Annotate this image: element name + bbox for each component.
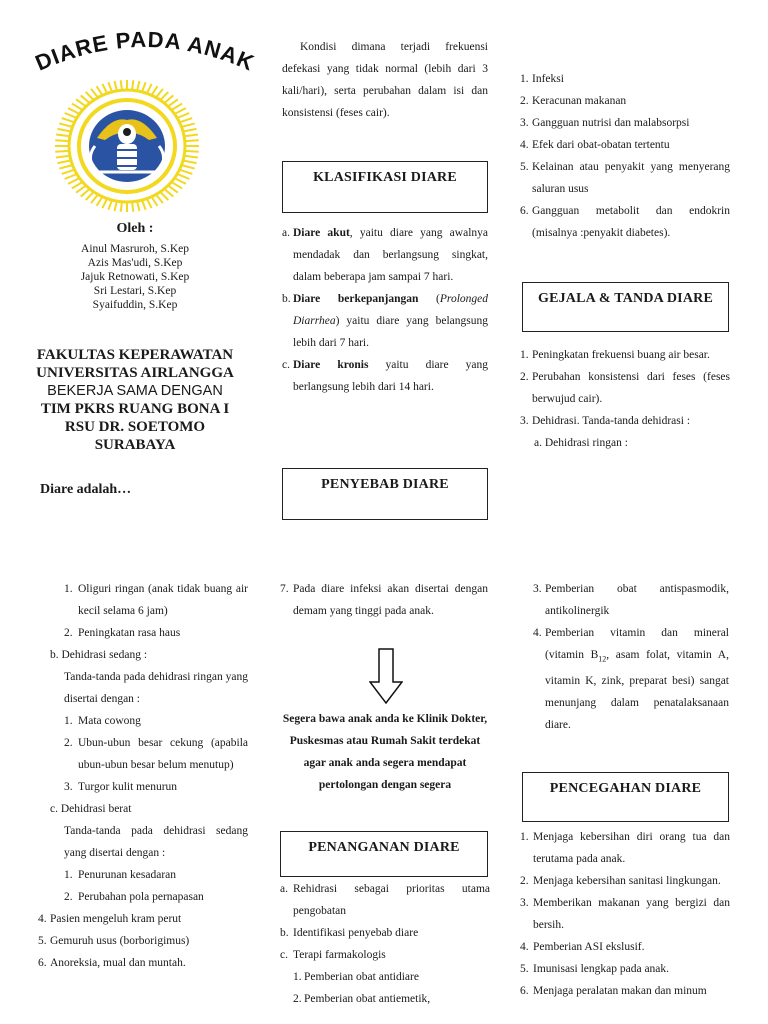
list-item: 5. Gemuruh usus (borborigimus) [38, 935, 190, 947]
penyebab-list [520, 68, 730, 244]
penanganan-heading-box [280, 831, 488, 877]
gejala-heading: GEJALA & TANDA DIARE [537, 291, 713, 306]
list-item: 1. Mata cowong [64, 715, 141, 727]
list-item: 5. Kelainan atau penyakit yang menyerang saluran usus [520, 161, 730, 195]
penanganan-list [280, 878, 490, 1010]
list-item: 1. Pemberian obat antidiare [293, 971, 419, 983]
list-item: 4. Efek dari obat-obatan tertentu [520, 139, 670, 151]
author: Jajuk Retnowati, S.Kep [80, 271, 190, 283]
title-arc [20, 18, 270, 78]
list-item: Tanda-tanda pada dehidrasi ringan yang disertai dengan : [64, 671, 248, 705]
author: Syaifuddin, S.Kep [92, 299, 178, 311]
list-item: 3. Gangguan nutrisi dan malabsorpsi [520, 117, 690, 129]
list-item: 1. Infeksi [520, 73, 564, 85]
list-item: 6. Menjaga peralatan makan dan minum [520, 985, 707, 997]
list-item: c. Dehidrasi berat [50, 803, 132, 815]
klasifikasi-list [282, 222, 488, 398]
list-item: 3. Memberikan makanan yang bergizi dan bersih. [520, 897, 730, 931]
list-item: 1. Menjaga kebersihan diri orang tua dan terutama pada anak. [520, 831, 730, 865]
diare-adalah-heading: Diare adalah… [40, 482, 132, 497]
penyebab-heading-box [282, 468, 488, 520]
list-item: 1. Penurunan kesadaran [64, 869, 177, 881]
oleh-label: Oleh : [116, 221, 154, 236]
alert-text: Segera bawa anak anda ke Klinik Dokter, Puskesmas atau Rumah Sakit terdekat agar anak anda segera mendapat pertolongan dengan segera [282, 713, 488, 791]
down-arrow-icon [369, 648, 403, 704]
list-item: 3. Dehidrasi. Tanda-tanda dehidrasi : [520, 415, 691, 427]
klasifikasi-heading-box [282, 161, 488, 213]
list-item: 5. Imunisasi lengkap pada anak. [520, 963, 670, 975]
terapi-lanjutan-list [533, 578, 729, 736]
list-item: c. Diare kronis yaitu diare yang berlangsung lebih dari 14 hari. [282, 359, 488, 393]
list-item: 2. Keracunan makanan [520, 95, 627, 107]
list-item: 7. Pada diare infeksi akan disertai dengan demam yang tinggi pada anak. [280, 583, 488, 617]
list-item: 6. Anoreksia, mual dan muntah. [38, 957, 186, 969]
list-item: 3. Pemberian obat antispasmodik, antikolinergik [533, 583, 729, 617]
list-item: 1. Oliguri ringan (anak tidak buang air kecil selama 6 jam) [64, 583, 248, 617]
list-item: 6. Gangguan metabolit dan endokrin (misalnya :penyakit diabetes). [520, 205, 730, 239]
list-item: a. Rehidrasi sebagai prioritas utama pengobatan [280, 883, 490, 917]
list-item: Tanda-tanda pada dehidrasi sedang yang disertai dengan : [64, 825, 248, 859]
university-logo [37, 76, 217, 216]
team-line: SURABAYA [94, 437, 176, 453]
author-list [20, 242, 250, 312]
pencegahan-heading-box [522, 772, 729, 822]
infeksi-list [280, 578, 488, 622]
penanganan-heading: PENANGANAN DIARE [308, 840, 460, 855]
list-item: b. Diare berkepanjangan (Prolonged Diarrhea) yaitu diare yang belangsung lebih dari 7 hari. [282, 293, 488, 349]
definition-text: Kondisi dimana terjadi frekuensi defekasi yang tidak normal (lebih dari 3 kali/hari), serta perubahan dalam isi dan konsistensi (feses cair). [282, 41, 488, 119]
gejala-heading-box [522, 282, 729, 332]
list-item: b. Identifikasi penyebab diare [280, 927, 419, 939]
cooperation-line: BEKERJA SAMA DENGAN [47, 383, 223, 399]
svg-text:DIARE PADA ANAK [32, 27, 259, 76]
list-item: c. Terapi farmakologis [280, 949, 386, 961]
author: Sri Lestari, S.Kep [93, 285, 177, 297]
dehidrasi-list [40, 578, 248, 974]
klasifikasi-heading: KLASIFIKASI DIARE [313, 170, 457, 185]
team-line: TIM PKRS RUANG BONA I [40, 401, 230, 417]
list-item: 4. Pasien mengeluh kram perut [38, 913, 182, 925]
list-item: 3. Turgor kulit menurun [64, 781, 178, 793]
list-item: 1. Peningkatan frekuensi buang air besar. [520, 349, 710, 361]
list-item: a. Dehidrasi ringan : [534, 437, 628, 449]
faculty-line: FAKULTAS KEPERAWATAN [36, 347, 234, 363]
pencegahan-list [520, 826, 730, 1002]
list-item: 4. Pemberian vitamin dan mineral (vitamin $B_{12}$, asam folat, vitamin A, vitamin K, zink, preparat besi) sangat menunjang dalam penatalaksanaan diare. [533, 627, 729, 732]
faculty-line: UNIVERSITAS AIRLANGGA [36, 365, 234, 381]
list-item: b. Dehidrasi sedang : [50, 649, 148, 661]
list-item: 2. Menjaga kebersihan sanitasi lingkungan. [520, 875, 721, 887]
pencegahan-heading: PENCEGAHAN DIARE [549, 781, 702, 796]
list-item: 2. Perubahan pola pernapasan [64, 891, 204, 903]
gejala-list [520, 344, 730, 454]
penyebab-heading: PENYEBAB DIARE [321, 477, 449, 492]
list-item: 2. Ubun-ubun besar cekung (apabila ubun-ubun besar belum menutup) [64, 737, 248, 771]
list-item: 2. Pemberian obat antiemetik, [293, 993, 431, 1005]
team-line: RSU DR. SOETOMO [64, 419, 206, 435]
institution-block [20, 346, 250, 454]
list-item: 4. Pemberian ASI ekslusif. [520, 941, 645, 953]
list-item: 2. Perubahan konsistensi dari feses (feses berwujud cair). [520, 371, 730, 405]
list-item: 2. Peningkatan rasa haus [64, 627, 181, 639]
author: Ainul Masruroh, S.Kep [81, 243, 189, 255]
author: Azis Mas'udi, S.Kep [87, 257, 183, 269]
list-item: a. Diare akut, yaitu diare yang awalnya mendadak dan berlangsung singkat, dalam beberapa jam sampai 7 hari. [282, 227, 488, 283]
page-title: DIARE PADA ANAK [31, 26, 259, 76]
